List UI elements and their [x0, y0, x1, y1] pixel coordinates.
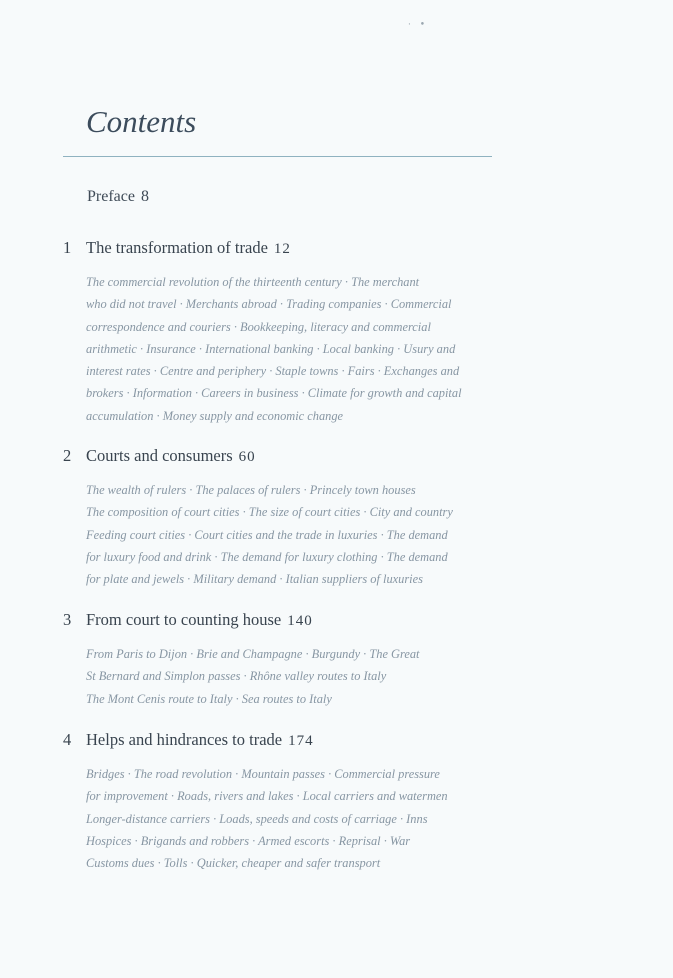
chapter-number: 2 — [63, 446, 72, 465]
chapter-number: 4 — [63, 730, 72, 749]
chapter-title: Courts and consumers — [86, 446, 233, 465]
chapter-number: 1 — [63, 238, 72, 257]
chapter-title: From court to counting house — [86, 610, 282, 629]
topic-line: for improvement · Roads, rivers and lakes · Local carriers and watermen — [86, 789, 448, 804]
topic-line: The commercial revolution of the thirteenth century · The merchant — [86, 275, 420, 289]
chapter-topics — [86, 479, 501, 590]
topic-line: Customs dues · Tolls · Quicker, cheaper and safer transport — [86, 856, 381, 871]
title-divider — [63, 156, 492, 157]
chapter-3 — [63, 609, 503, 710]
page-speck: · • — [408, 20, 429, 30]
topic-line: Longer-distance carriers · Loads, speeds and costs of carriage · Inns — [86, 811, 428, 826]
chapter-page: 174 — [288, 733, 314, 749]
chapter-2 — [63, 445, 503, 590]
chapter-4 — [63, 729, 503, 874]
topic-line: brokers · Information · Careers in business · Climate for growth and capital — [86, 386, 462, 401]
topic-line: for luxury food and drink · The demand for luxury clothing · The demand — [86, 549, 448, 564]
topic-line: St Bernard and Simplon passes · Rhône valley routes to Italy — [86, 669, 387, 684]
chapter-heading — [63, 609, 503, 632]
chapter-title: Helps and hindrances to trade — [86, 730, 283, 749]
preface-entry — [87, 188, 149, 206]
topic-line: for plate and jewels · Military demand · Italian suppliers of luxuries — [86, 572, 423, 587]
chapter-topics — [86, 643, 501, 710]
chapter-1 — [63, 237, 503, 427]
topic-line: From Paris to Dijon · Brie and Champagne · Burgundy · The Great — [86, 647, 420, 661]
page-title: Contents — [86, 104, 197, 139]
chapter-page: 140 — [287, 613, 313, 629]
chapter-title: The transformation of trade — [86, 238, 268, 257]
topic-line: who did not travel · Merchants abroad · Trading companies · Commercial — [86, 297, 452, 312]
chapter-topics — [86, 271, 501, 427]
chapter-page: 12 — [273, 241, 291, 257]
chapter-page: 60 — [238, 449, 256, 465]
chapter-topics — [86, 763, 501, 874]
topic-line: The wealth of rulers · The palaces of rulers · Princely town houses — [86, 483, 416, 497]
topic-line: The Mont Cenis route to Italy · Sea routes to Italy — [86, 691, 332, 706]
topic-line: accumulation · Money supply and economic change — [86, 408, 344, 423]
topic-line: arithmetic · Insurance · International banking · Local banking · Usury and — [86, 341, 456, 356]
chapter-heading — [63, 729, 503, 752]
topic-line: interest rates · Centre and periphery · Staple towns · Fairs · Exchanges and — [86, 364, 460, 379]
topic-line: Bridges · The road revolution · Mountain passes · Commercial pressure — [86, 767, 440, 781]
topic-line: correspondence and couriers · Bookkeeping, literacy and commercial — [86, 319, 431, 334]
topic-line: Feeding court cities · Court cities and the trade in luxuries · The demand — [86, 527, 448, 542]
preface-page: 8 — [140, 188, 149, 205]
chapter-heading — [63, 445, 503, 468]
topic-line: The composition of court cities · The size of court cities · City and country — [86, 505, 453, 520]
topic-line: Hospices · Brigands and robbers · Armed escorts · Reprisal · War — [86, 833, 411, 848]
preface-label: Preface — [87, 188, 135, 205]
chapter-heading — [63, 237, 503, 260]
chapter-number: 3 — [63, 610, 72, 629]
